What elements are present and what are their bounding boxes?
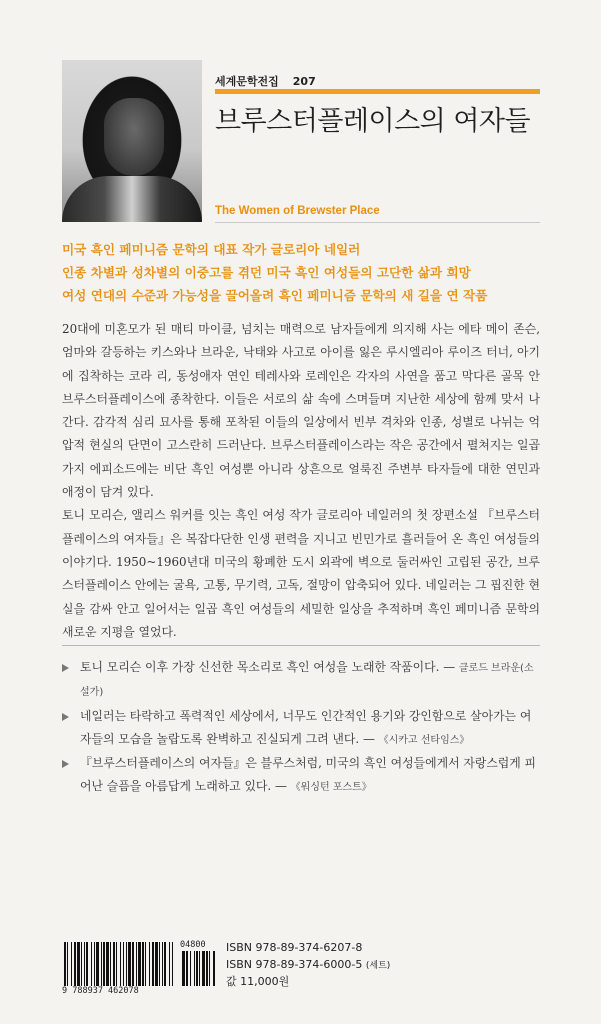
- barcode-bar: [149, 942, 150, 986]
- barcode-bar: [71, 942, 72, 986]
- barcode-addon-bar: [209, 951, 210, 986]
- barcode-bar: [145, 942, 146, 986]
- quote-text: 『브루스터플레이스의 여자들』은 블루스처럼, 미국의 흑인 여성들에게서 자랑스럽게 피어난 슬픔을 아름답게 노래하고 있다. —: [80, 756, 537, 794]
- barcode-bar: [138, 942, 141, 986]
- series-name: 세계문학전집: [215, 75, 279, 88]
- barcode-bar: [152, 942, 154, 986]
- barcode-bar: [67, 942, 68, 986]
- barcode-bar: [136, 942, 137, 986]
- isbn-line: ISBN 978-89-374-6207-8: [226, 941, 363, 954]
- isbn-set-label: (세트): [365, 960, 391, 971]
- barcode-addon-bar: [182, 951, 185, 986]
- accent-bar: [215, 89, 540, 94]
- book-title-english: The Women of Brewster Place: [215, 205, 380, 217]
- barcode-bar: [77, 942, 80, 986]
- barcode-bar: [164, 942, 166, 986]
- barcode-bar: [123, 942, 124, 986]
- triangle-bullet-icon: [62, 713, 69, 721]
- price: 값 11,000원: [226, 975, 290, 988]
- barcode-addon-bar: [194, 951, 195, 986]
- review-quote: [62, 705, 540, 753]
- author-face: [104, 98, 164, 176]
- barcode-bar: [91, 942, 92, 986]
- quote-text: 네일러는 타락하고 폭력적인 세상에서, 너무도 인간적인 용기와 강인함으로 살아가는 여자들의 모습을 놀랍도록 완벽하고 진실되게 그려 낸다. —: [80, 708, 532, 746]
- barcode-bar: [81, 942, 82, 986]
- review-quote: [62, 656, 540, 705]
- barcode-addon-bar: [190, 951, 191, 986]
- barcode-bar: [96, 942, 99, 986]
- barcode-bar: [84, 942, 85, 986]
- quote-source: 《시카고 선타임스》: [378, 734, 470, 746]
- barcode-bar: [101, 942, 102, 986]
- barcode-addon-bar: [206, 951, 208, 986]
- barcode-bar: [113, 942, 115, 986]
- barcode-bar: [64, 942, 66, 986]
- quote-text: 토니 모리슨 이후 가장 신선한 목소리로 흑인 여성을 노래한 작품이다. —: [80, 660, 459, 674]
- tagline-line: 여성 연대의 수준과 가능성을 끌어올려 흑인 페미니즘 문학의 새 길을 연 작품: [62, 288, 488, 303]
- barcode: [62, 942, 218, 997]
- barcode-bar: [94, 942, 95, 986]
- barcode-bar: [132, 942, 134, 986]
- review-quotes: [62, 656, 540, 800]
- barcode-addon-digits: 04800: [180, 940, 206, 950]
- barcode-bar: [142, 942, 144, 986]
- isbn-line-set: [226, 957, 390, 975]
- tagline-line: 인종 차별과 성차별의 이중고를 겪던 미국 흑인 여성들의 고단한 삶과 희망: [62, 265, 471, 280]
- description-paragraph: 20대에 미혼모가 된 매티 마이클, 넘치는 매력으로 남자들에게 의지해 사는 에타 메이 존슨, 엄마와 갈등하는 키스와나 브라운, 낙태와 사고로 아이를 잃은 루시엘리아 루이즈 터너, 아기에 집착하는 코라 리, 동성애자 연인 테레사와 로레인은 각자의 사연을 품고 막다른 골목 안 브루스터플레이스에 종착한다. 이들은 서로의 삶 속에 스며들며 지난한 세상에 함께 맞서 나간다. 감각적 심리 묘사를 통해 포착된 이들의 일상에서 빈부 격차와 인종, 성별로 나뉘는 억압적 현실의 단면이 고스란히 드러난다. 브루스터플레이스라는 작은 공간에서 펼쳐지는 일곱 가지 에피소드에는 비단 흑인 여성뿐 아니라 상흔으로 얼룩진 주변부 타자들에 대한 연민과 애정이 담겨 있다.: [62, 322, 540, 500]
- description: [62, 318, 540, 644]
- divider: [62, 645, 540, 646]
- barcode-bar: [86, 942, 88, 986]
- barcode-bar: [128, 942, 131, 986]
- description-paragraph: 토니 모리슨, 앨리스 워커를 잇는 흑인 여성 작가 글로리아 네일러의 첫 장편소설 『브루스터플레이스의 여자들』은 복잡다단한 인생 편력을 지니고 빈민가로 흘러들어 온 흑인 여성들의 이야기다. 1950~1960년대 미국의 황폐한 도시 외곽에 벽으로 둘러싸인 고립된 공간, 브루스터플레이스 안에는 굴욕, 고통, 무기력, 고독, 절망이 압축되어 있다. 네일러는 그 핍진한 현실을 감싸 안고 일어서는 일곱 흑인 여성들의 세밀한 일상을 추적하며 흑인 페미니즘 문학의 새로운 지평을 열었다.: [62, 508, 540, 639]
- triangle-bullet-icon: [62, 760, 69, 768]
- barcode-addon-bar: [196, 951, 198, 986]
- barcode-addon-bar: [213, 951, 215, 986]
- barcode-addon-bar: [202, 951, 205, 986]
- barcode-bar: [169, 942, 170, 986]
- isbn-block: [226, 940, 390, 991]
- barcode-digits: 9 788937 462078: [62, 986, 139, 996]
- divider: [215, 222, 540, 223]
- barcode-bar: [74, 942, 76, 986]
- barcode-bar: [155, 942, 158, 986]
- barcode-bar: [103, 942, 105, 986]
- barcode-bar: [159, 942, 160, 986]
- quote-source: 《워싱턴 포스트》: [290, 782, 372, 794]
- series-label: [215, 73, 540, 89]
- barcode-bar: [172, 942, 173, 986]
- tagline-line: 미국 흑인 페미니즘 문학의 대표 작가 글로리아 네일러: [62, 242, 361, 257]
- tagline: [62, 238, 552, 307]
- barcode-bar: [162, 942, 163, 986]
- review-quote: [62, 752, 540, 800]
- barcode-bar: [110, 942, 111, 986]
- barcode-bar: [106, 942, 109, 986]
- isbn-set-number: ISBN 978-89-374-6000-5: [226, 957, 363, 971]
- barcode-bar: [126, 942, 127, 986]
- series-number: 207: [292, 75, 316, 88]
- barcode-bar: [116, 942, 117, 986]
- barcode-addon-bar: [199, 951, 200, 986]
- barcode-bar: [120, 942, 121, 986]
- author-photo: [62, 60, 202, 222]
- barcode-addon-bar: [186, 951, 188, 986]
- author-shirt: [62, 176, 202, 222]
- book-title: 브루스터플레이스의 여자들: [215, 106, 531, 137]
- triangle-bullet-icon: [62, 664, 69, 672]
- quote-source: 클로드 브라운(소설가): [80, 663, 534, 699]
